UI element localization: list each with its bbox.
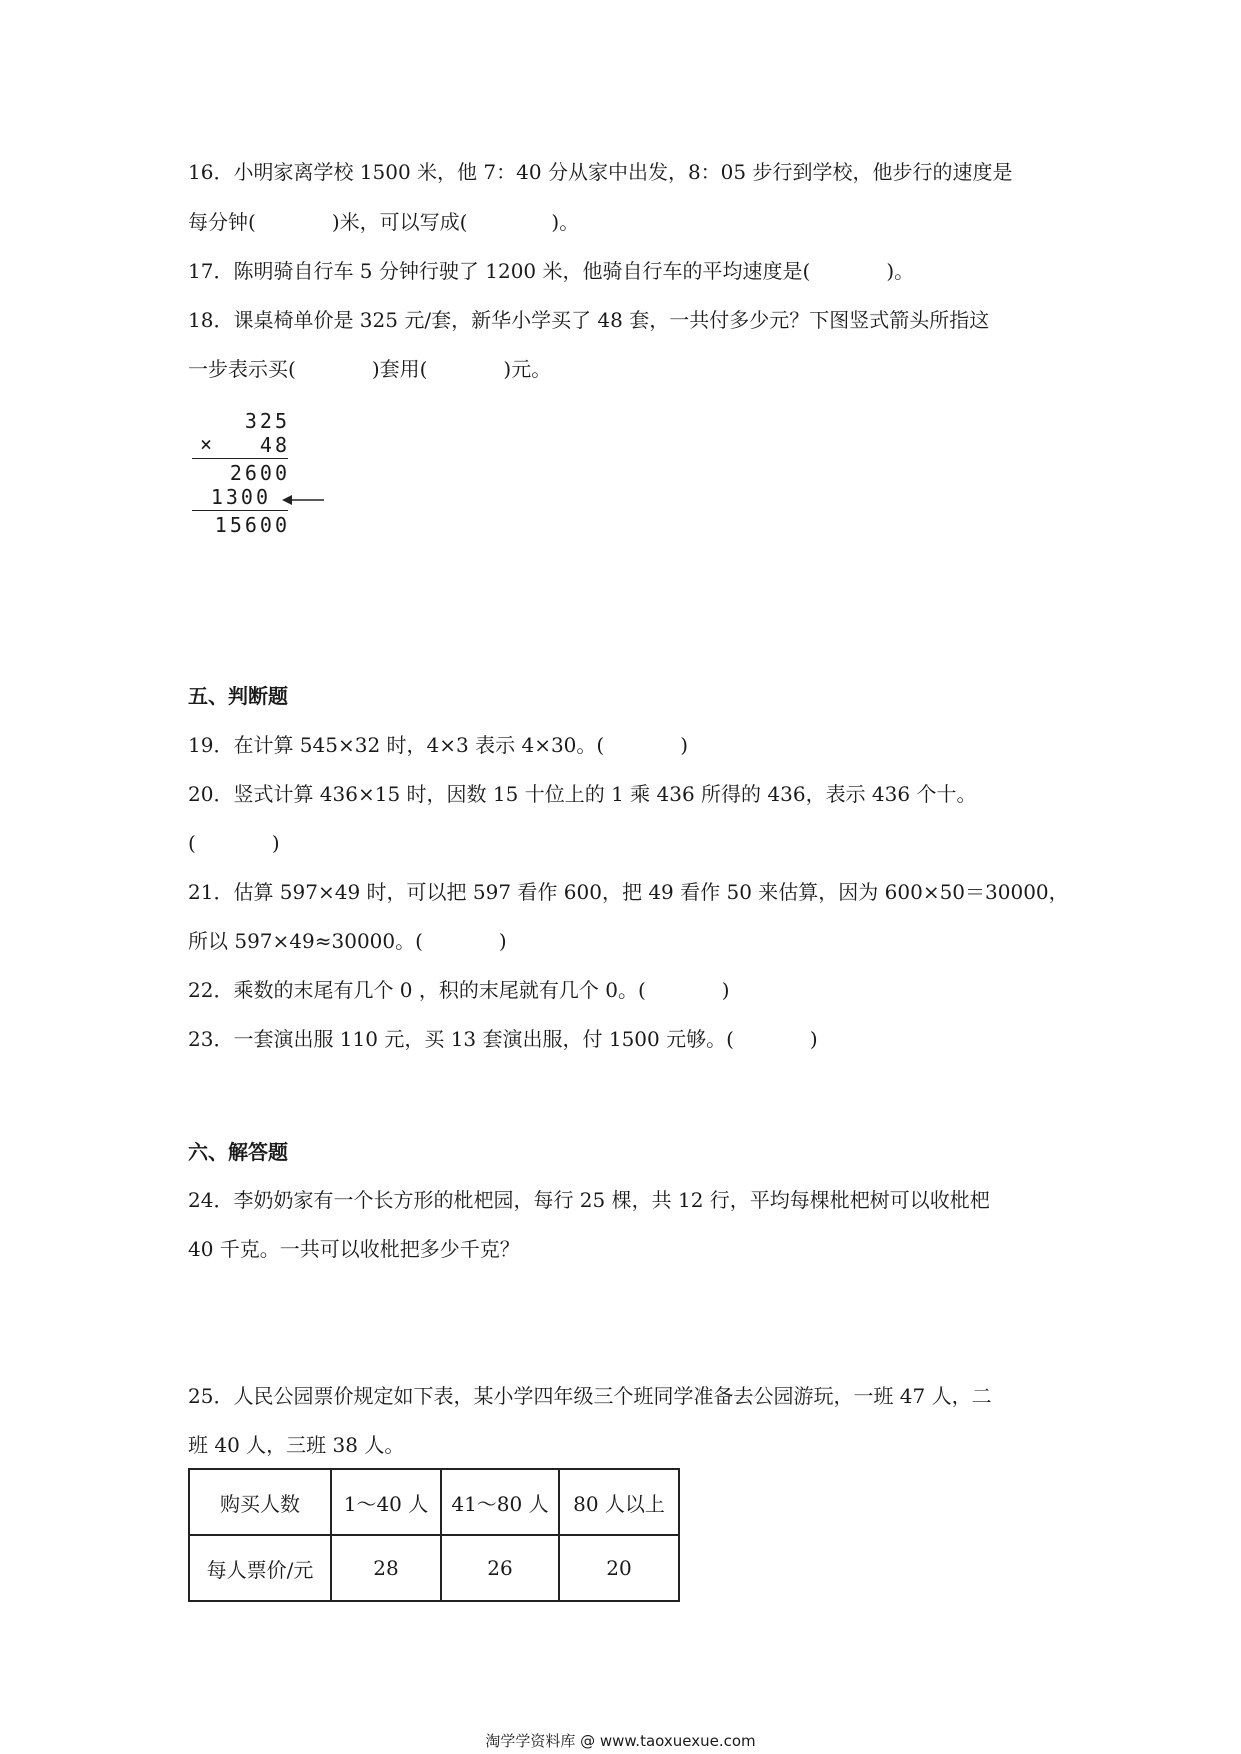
- q24-line2: 40 千克。一共可以收枇把多少千克？: [188, 1237, 520, 1261]
- table-cell: 1～40 人: [331, 1469, 441, 1535]
- table-cell: 20: [559, 1535, 679, 1601]
- calc-rule-1: [192, 458, 288, 459]
- calc-times-sign: ×: [200, 432, 213, 456]
- q18-line1: 18．课桌椅单价是 325 元/套，新华小学买了 48 套，一共付多少元？下图竖式箭头所指这: [188, 308, 990, 332]
- table-cell: 购买人数: [189, 1469, 331, 1535]
- calc-product: 15600: [214, 513, 290, 537]
- q23-line: 23．一套演出服 110 元，买 13 套演出服，付 1500 元够。( ): [188, 1027, 818, 1051]
- table-cell: 41～80 人: [441, 1469, 559, 1535]
- calc-multiplier: 48: [259, 433, 290, 457]
- q21-line2: 所以 597×49≈30000。( ): [188, 929, 507, 953]
- arrow-left-icon: [282, 494, 326, 506]
- q16-line1: 16．小明家离学校 1500 米，他 7：40 分从家中出发，8：05 步行到学校，他步行的速度是: [188, 160, 1013, 184]
- q25-line2: 班 40 人，三班 38 人。: [188, 1433, 405, 1457]
- table-cell: 80 人以上: [559, 1469, 679, 1535]
- q24-line1: 24．李奶奶家有一个长方形的枇杷园，每行 25 棵，共 12 行，平均每棵枇杷树可以收枇杷: [188, 1188, 990, 1212]
- calc-multiplicand: 325: [244, 409, 290, 433]
- q19-line: 19．在计算 545×32 时，4×3 表示 4×30。( ): [188, 733, 689, 757]
- vertical-multiplication: [190, 408, 330, 538]
- q17-line: 17．陈明骑自行车 5 分钟行驶了 1200 米，他骑自行车的平均速度是( )。: [188, 259, 915, 283]
- calc-partial-2: 1300: [210, 485, 271, 509]
- section-5-title: 五、判断题: [188, 684, 288, 708]
- table-row: [189, 1535, 679, 1601]
- table-cell: 26: [441, 1535, 559, 1601]
- q20-line2: ( ): [188, 831, 280, 855]
- q20-line1: 20．竖式计算 436×15 时，因数 15 十位上的 1 乘 436 所得的 436，表示 436 个十。: [188, 782, 977, 806]
- section-6-title: 六、解答题: [188, 1140, 288, 1164]
- table-cell: 每人票价/元: [189, 1535, 331, 1601]
- q16-line2: 每分钟( )米，可以写成( )。: [188, 210, 580, 234]
- q21-line1: 21．估算 597×49 时，可以把 597 看作 600，把 49 看作 50 来估算，因为 600×50＝30000，: [188, 880, 1069, 904]
- calc-rule-2: [192, 510, 288, 511]
- price-table: [188, 1468, 680, 1602]
- table-cell: 28: [331, 1535, 441, 1601]
- q22-line: 22．乘数的末尾有几个 0 ，积的末尾就有几个 0。( ): [188, 978, 730, 1002]
- table-row: [189, 1469, 679, 1535]
- q18-line2: 一步表示买( )套用( )元。: [188, 357, 552, 381]
- q25-line1: 25．人民公园票价规定如下表，某小学四年级三个班同学准备去公园游玩，一班 47 人，二: [188, 1384, 992, 1408]
- calc-partial-1: 2600: [229, 461, 290, 485]
- footer-watermark: 淘学学资料库 @ www.taoxuexue.com: [485, 1732, 756, 1750]
